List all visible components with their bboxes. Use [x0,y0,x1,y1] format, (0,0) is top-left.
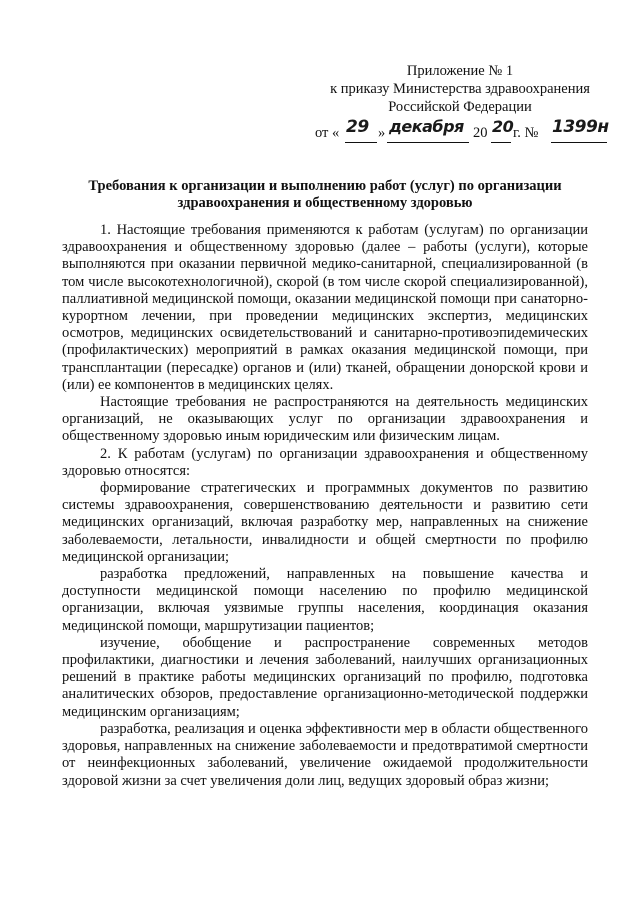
number-underline [551,142,607,143]
federation-label: Российской Федерации [388,99,532,115]
list-item: изучение, обобщение и распространение современных методов профилактики, диагностики и лечения заболеваний, наилучших организационных решений в практике работы медицинских организаций по профилю, подготовка аналитических обзоров, предоставление организационно-методической поддержки медицинским организациям; [62,634,588,720]
order-date-number-line [315,117,609,142]
year-underline [491,142,511,143]
handwritten-year: 20 [492,117,514,136]
document-header [315,62,609,142]
day-underline [345,142,377,143]
list-item: формирование стратегических и программных документов по развитию системы здравоохранения, совершенствованию деятельности и развитию сети медицинских организаций, включая разработку мер, направленных на снижение заболеваемости, летальности, инвалидности и общей смертности по профилю медицинской организации; [62,480,588,565]
list-item: разработка предложений, направленных на повышение качества и доступности медицинской помощи населению по профилю медицинской организации, включая уязвимые группы населения, координация оказания медицинской помощи, маршрутизации пациентов; [62,566,588,634]
handwritten-month: декабря [389,117,464,136]
paragraph-exclusion: Настоящие требования не распространяются на деятельность медицинских организаций, не оказывающих услуг по организации здравоохранения и общественному здоровью иным юридическим или физическим лицам. [62,394,588,445]
handwritten-day: 29 [346,117,369,137]
order-reference: к приказу Министерства здравоохранения [330,81,590,97]
list-item: разработка, реализация и оценка эффективности мер в области общественного здоровья, направленных на снижение заболеваемости и предотвратимой смертности от неинфекционных заболеваний, увеличение ожидаемой продолжительности здоровой жизни за счет увеличения доли лиц, ведущих здоровый образ жизни; [62,720,588,789]
month-underline [387,142,469,143]
year-prefix: 20 [473,125,488,141]
day-close-quote: » [378,125,386,141]
paragraph-scope: 1. Настоящие требования применяются к работам (услугам) по организации здравоохранения и общественному здоровью (далее – работы (услуги), которые выполняются при оказании первичной медико-санитарной, специализированной (в том числе высокотехнологичной), скорой (в том числе скорой специализированной), паллиативной медицинской помощи, оказании медицинской помощи при санаторно-курортном лечении, при проведении медицинских экспертиз, медицинских осмотров, медицинских освидетельствований и санитарно-противоэпидемических (профилактических) мероприятий в рамках оказания медицинской помощи, при трансплантации (пересадке) органов и (или) тканей, обращении донорской крови и (или) ее компонентов в медицинских целях. [62,222,588,393]
appendix-label: Приложение № 1 [406,63,514,79]
date-prefix: от « [315,125,340,141]
handwritten-number: 1399н [552,117,609,137]
document-title: Требования к организации и выполнению работ (услуг) по организации здравоохранения и общественному здоровью [88,178,562,211]
number-prefix: г. № [513,125,539,141]
document-body [62,222,588,790]
paragraph-works-list-intro: 2. К работам (услугам) по организации здравоохранения и общественному здоровью относятся: [62,445,588,479]
